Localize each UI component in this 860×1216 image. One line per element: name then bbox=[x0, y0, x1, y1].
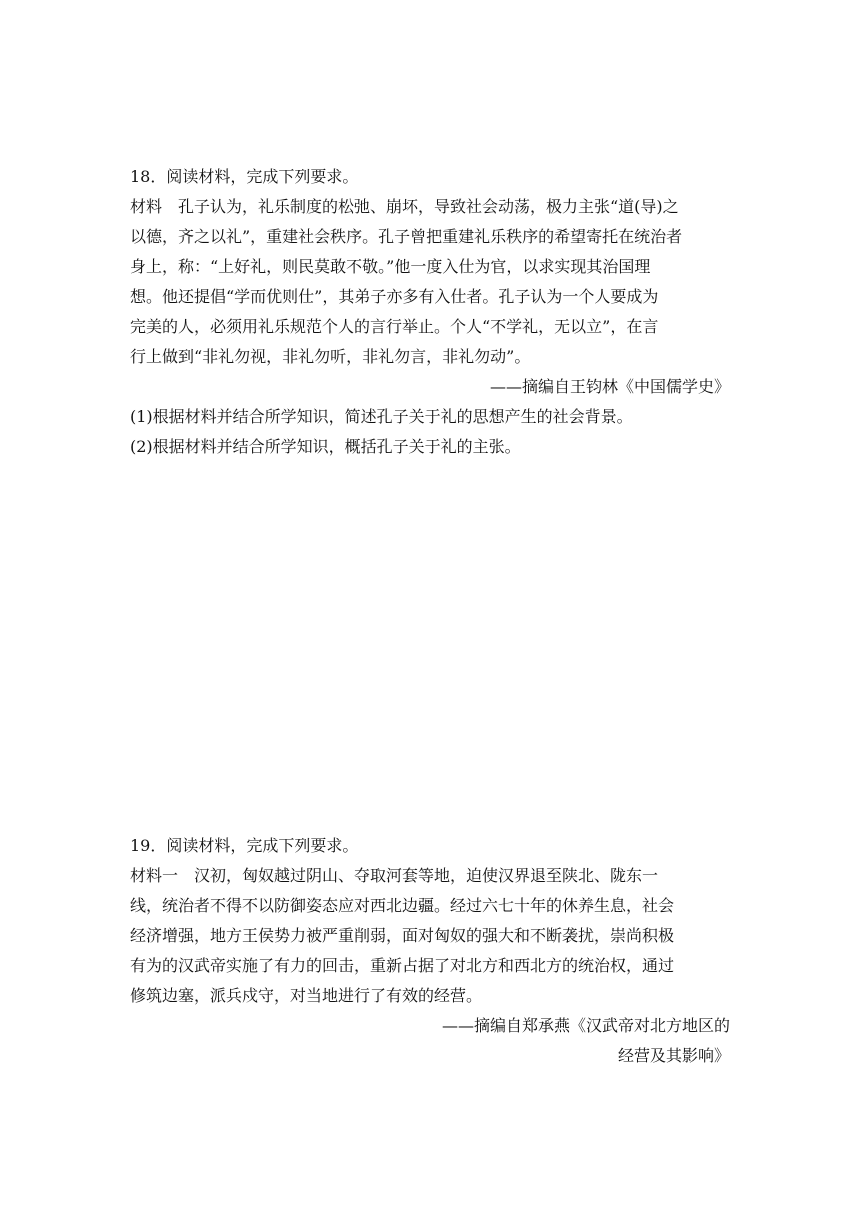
question-title: 19．阅读材料，完成下列要求。 bbox=[130, 836, 359, 855]
material-line: 行上做到“非礼勿视，非礼勿听，非礼勿言，非礼勿动”。 bbox=[130, 347, 531, 366]
question-18 bbox=[130, 162, 730, 462]
material-line: 身上，称：“上好礼，则民莫敢不敬。”他一度入仕为官，以求实现其治国理 bbox=[130, 257, 651, 276]
question-19 bbox=[130, 831, 730, 1071]
question-title: 18．阅读材料，完成下列要求。 bbox=[130, 167, 359, 186]
material-line: 以德，齐之以礼”，重建社会秩序。孔子曾把重建礼乐秩序的希望寄托在统治者 bbox=[130, 227, 683, 246]
material-source: ——摘编自郑承燕《汉武帝对北方地区的 bbox=[441, 1016, 730, 1035]
material-source: ——摘编自王钧林《中国儒学史》 bbox=[489, 377, 730, 396]
material-line: 修筑边塞，派兵戍守，对当地进行了有效的经营。 bbox=[130, 986, 483, 1005]
material-source-continued: 经营及其影响》 bbox=[617, 1046, 730, 1065]
material-line: 有为的汉武帝实施了有力的回击，重新占据了对北方和西北方的统治权，通过 bbox=[130, 956, 675, 975]
material-line: 完美的人，必须用礼乐规范个人的言行举止。个人“不学礼，无以立”，在言 bbox=[130, 317, 659, 336]
material-line: 经济增强，地方王侯势力被严重削弱，面对匈奴的强大和不断袭扰，崇尚积极 bbox=[130, 926, 675, 945]
material-line: 材料一 汉初，匈奴越过阴山、夺取河套等地，迫使汉界退至陕北、陇东一 bbox=[130, 866, 659, 885]
sub-question-1: (1)根据材料并结合所学知识，简述孔子关于礼的思想产生的社会背景。 bbox=[130, 407, 633, 426]
material-line: 想。他还提倡“学而优则仕”，其弟子亦多有入仕者。孔子认为一个人要成为 bbox=[130, 287, 659, 306]
material-line: 材料 孔子认为，礼乐制度的松弛、崩坏，导致社会动荡，极力主张“道(导)之 bbox=[130, 197, 679, 216]
material-line: 线，统治者不得不以防御姿态应对西北边疆。经过六七十年的休养生息，社会 bbox=[130, 896, 675, 915]
sub-question-2: (2)根据材料并结合所学知识，概括孔子关于礼的主张。 bbox=[130, 437, 521, 456]
